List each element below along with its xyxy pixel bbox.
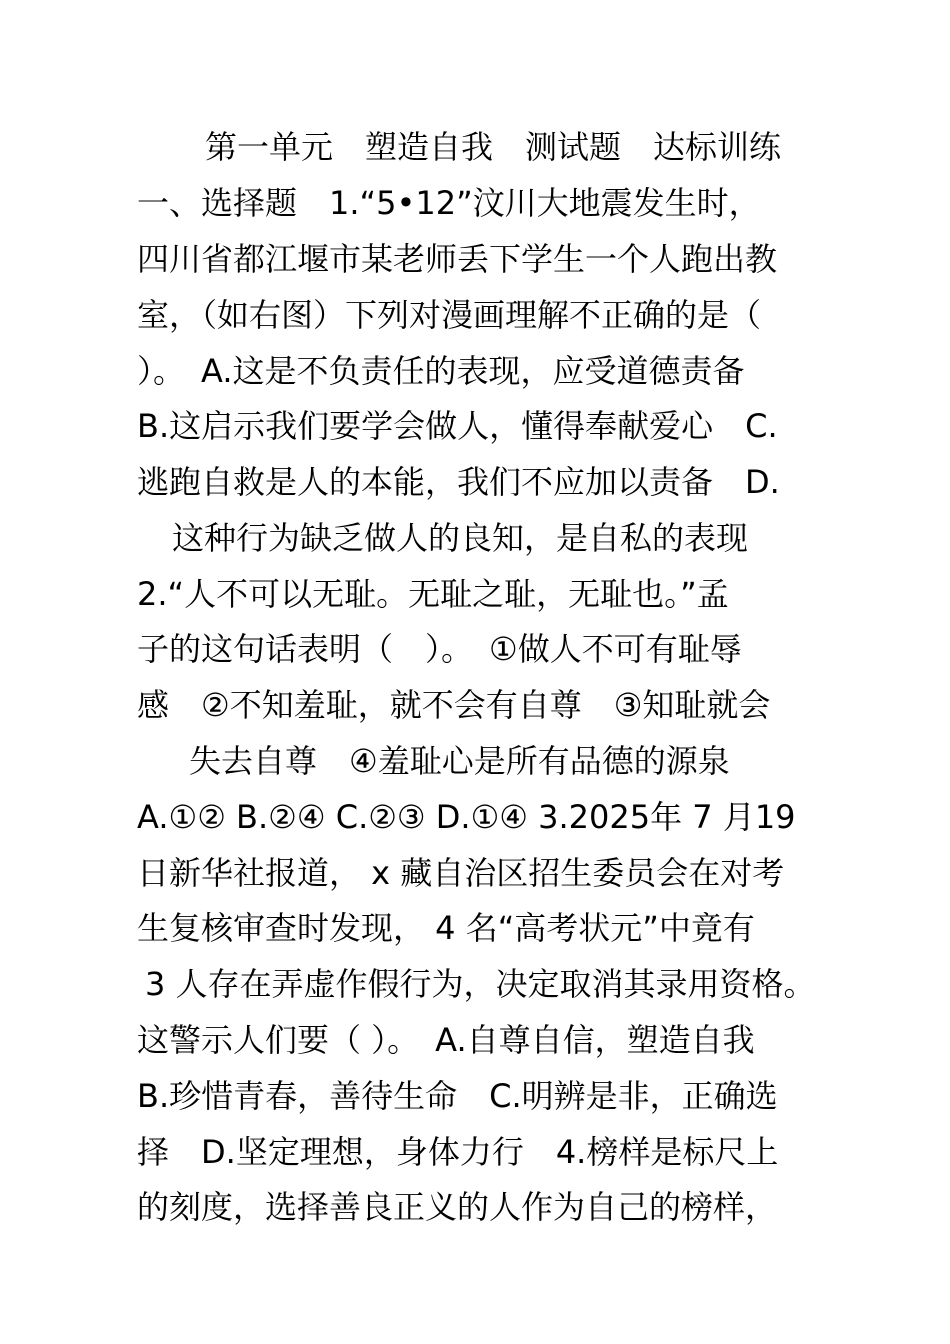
text-line: 室，（如右图）下列对漫画理解不正确的是（	[137, 296, 762, 334]
text-line: 失去自尊 ④羞耻心是所有品德的源泉	[189, 742, 730, 780]
text-line-title: 第一单元 塑造自我 测试题 达标训练	[205, 128, 782, 166]
text-line: 择 D.坚定理想，身体力行 4.榜样是标尺上	[137, 1133, 779, 1171]
text-line: 四川省都江堰市某老师丢下学生一个人跑出教	[137, 240, 778, 278]
text-line: 这种行为缺乏做人的良知，是自私的表现	[172, 519, 749, 557]
text-line: 的刻度，选择善良正义的人作为自己的榜样，	[137, 1188, 778, 1226]
text-line: 日新华社报道， x 藏自治区招生委员会在对考	[137, 854, 785, 892]
text-line: 一、选择题 1.“5•12”汶川大地震发生时，	[137, 184, 761, 222]
text-line: 子的这句话表明（ ）。 ①做人不可有耻辱	[137, 630, 742, 668]
text-line: 逃跑自救是人的本能，我们不应加以责备 D.	[137, 463, 780, 501]
text-line: 这警示人们要（ ）。 A.自尊自信，塑造自我	[137, 1021, 755, 1059]
text-line: 生复核审查时发现， 4 名“高考状元”中竟有	[137, 909, 755, 947]
text-line: B.这启示我们要学会做人，懂得奉献爱心 C.	[137, 407, 778, 445]
text-line: 3 人存在弄虚作假行为，决定取消其录用资格。	[145, 965, 816, 1003]
text-line: A.①② B.②④ C.②③ D.①④ 3.2025年 7 月19	[137, 798, 796, 836]
text-line: ）。 A.这是不负责任的表现，应受道德责备	[137, 352, 745, 390]
text-line: 感 ②不知羞耻，就不会有自尊 ③知耻就会	[137, 686, 771, 724]
text-line: 2.“人不可以无耻。无耻之耻，无耻也。”孟	[137, 575, 729, 613]
text-line: B.珍惜青春，善待生命 C.明辨是非，正确选	[137, 1077, 778, 1115]
